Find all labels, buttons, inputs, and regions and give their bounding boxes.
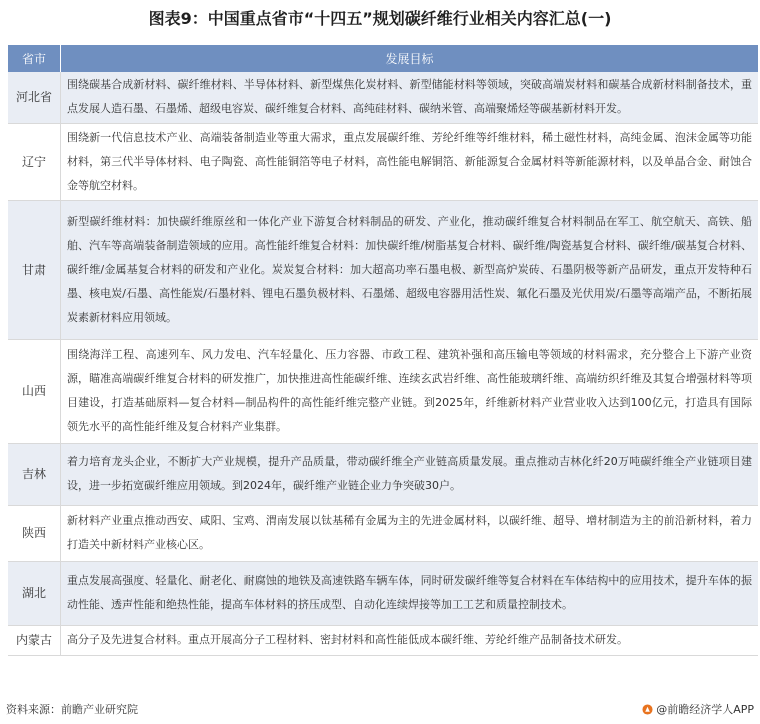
data-table: [8, 45, 758, 656]
header-goal: 发展目标: [61, 45, 759, 72]
goal-cell: 新型碳纤维材料：加快碳纤维原丝和一体化产业下游复合材料制品的研发、产业化，推动碳纤维复合材料制品在军工、航空航天、高铁、船舶、汽车等高端装备制造领域的应用。高性能纤维复合材料：加快碳纤维/树脂基复合材料、碳纤维/陶瓷基复合材料、碳纤维/碳基复合材料、碳纤维/金属基复合材料的研发和产业化。炭炭复合材料：加大超高功率石墨电极、新型高炉炭砖、石墨阴极等新产品研发，重点开发特种石墨、核电炭/石墨、高性能炭/石墨材料、锂电石墨负极材料、石墨烯、超级电容器用活性炭、氟化石墨及光伏用炭/石墨等高端产品，不断拓展炭素新材料应用领域。: [61, 200, 759, 339]
goal-cell: 围绕新一代信息技术产业、高端装备制造业等重大需求，重点发展碳纤维、芳纶纤维等纤维材料，稀土磁性材料，高纯金属、泡沫金属等功能材料，第三代半导体材料、电子陶瓷、高性能铜箔等电子材料，高性能电解铜箔、新能源复合金属材料等新能源材料，以及单晶合金、耐蚀合金等航空材料。: [61, 123, 759, 200]
brand-credit: [642, 701, 754, 717]
province-cell: 山西: [8, 339, 61, 443]
province-cell: 内蒙古: [8, 625, 61, 655]
table-row: [8, 625, 758, 655]
province-cell: 吉林: [8, 443, 61, 505]
goal-cell: 重点发展高强度、轻量化、耐老化、耐腐蚀的地铁及高速铁路车辆车体，同时研发碳纤维等复合材料在车体结构中的应用技术，提升车体的振动性能、透声性能和绝热性能，提高车体材料的挤压成型、自动化连续焊接等加工工艺和质量控制技术。: [61, 561, 759, 625]
table-row: [8, 200, 758, 339]
goal-cell: 围绕海洋工程、高速列车、风力发电、汽车轻量化、压力容器、市政工程、建筑补强和高压输电等领域的材料需求，充分整合上下游产业资源，瞄准高端碳纤维复合材料的研发推广，加快推进高性能碳纤维、连续玄武岩纤维、高性能玻璃纤维、高端纺织纤维及其复合增强材料等项目建设，打造基础原料—复合材料—制品构件的高性能纤维完整产业链。到2025年，纤维新材料产业营业收入达到100亿元，打造具有国际领先水平的高性能纤维及复合材料产业集群。: [61, 339, 759, 443]
table-row: [8, 339, 758, 443]
province-cell: 辽宁: [8, 123, 61, 200]
province-cell: 河北省: [8, 72, 61, 123]
goal-cell: 高分子及先进复合材料。重点开展高分子工程材料、密封材料和高性能低成本碳纤维、芳纶纤维产品制备技术研发。: [61, 625, 759, 655]
table-row: [8, 123, 758, 200]
table-header-row: [8, 45, 758, 72]
table-row: [8, 561, 758, 625]
goal-cell: 围绕碳基合成新材料、碳纤维材料、半导体材料、新型煤焦化炭材料、新型储能材料等领域，突破高端炭材料和碳基合成新材料制备技术，重点发展人造石墨、石墨烯、超级电容炭、碳纤维复合材料、高纯硅材料、碳纳米管、高端聚烯烃等碳基新材料开发。: [61, 72, 759, 123]
header-province: 省市: [8, 45, 61, 72]
province-cell: 甘肃: [8, 200, 61, 339]
source-note: 资料来源：前瞻产业研究院: [6, 703, 138, 716]
brand-text: @前瞻经济学人APP: [656, 703, 754, 716]
table-row: [8, 505, 758, 561]
goal-cell: 新材料产业重点推动西安、咸阳、宝鸡、渭南发展以钛基稀有金属为主的先进金属材料，以碳纤维、超导、增材制造为主的前沿新材料，着力打造关中新材料产业核心区。: [61, 505, 759, 561]
province-cell: 湖北: [8, 561, 61, 625]
table-row: [8, 72, 758, 123]
brand-logo-icon: [642, 704, 653, 715]
table-row: [8, 443, 758, 505]
goal-cell: 着力培育龙头企业，不断扩大产业规模，提升产品质量，带动碳纤维全产业链高质量发展。重点推动吉林化纤20万吨碳纤维全产业链项目建设，进一步拓宽碳纤维应用领域。到2024年，碳纤维产业链企业力争突破30户。: [61, 443, 759, 505]
figure-title: 图表9：中国重点省市“十四五”规划碳纤维行业相关内容汇总(一): [148, 9, 612, 28]
province-cell: 陕西: [8, 505, 61, 561]
